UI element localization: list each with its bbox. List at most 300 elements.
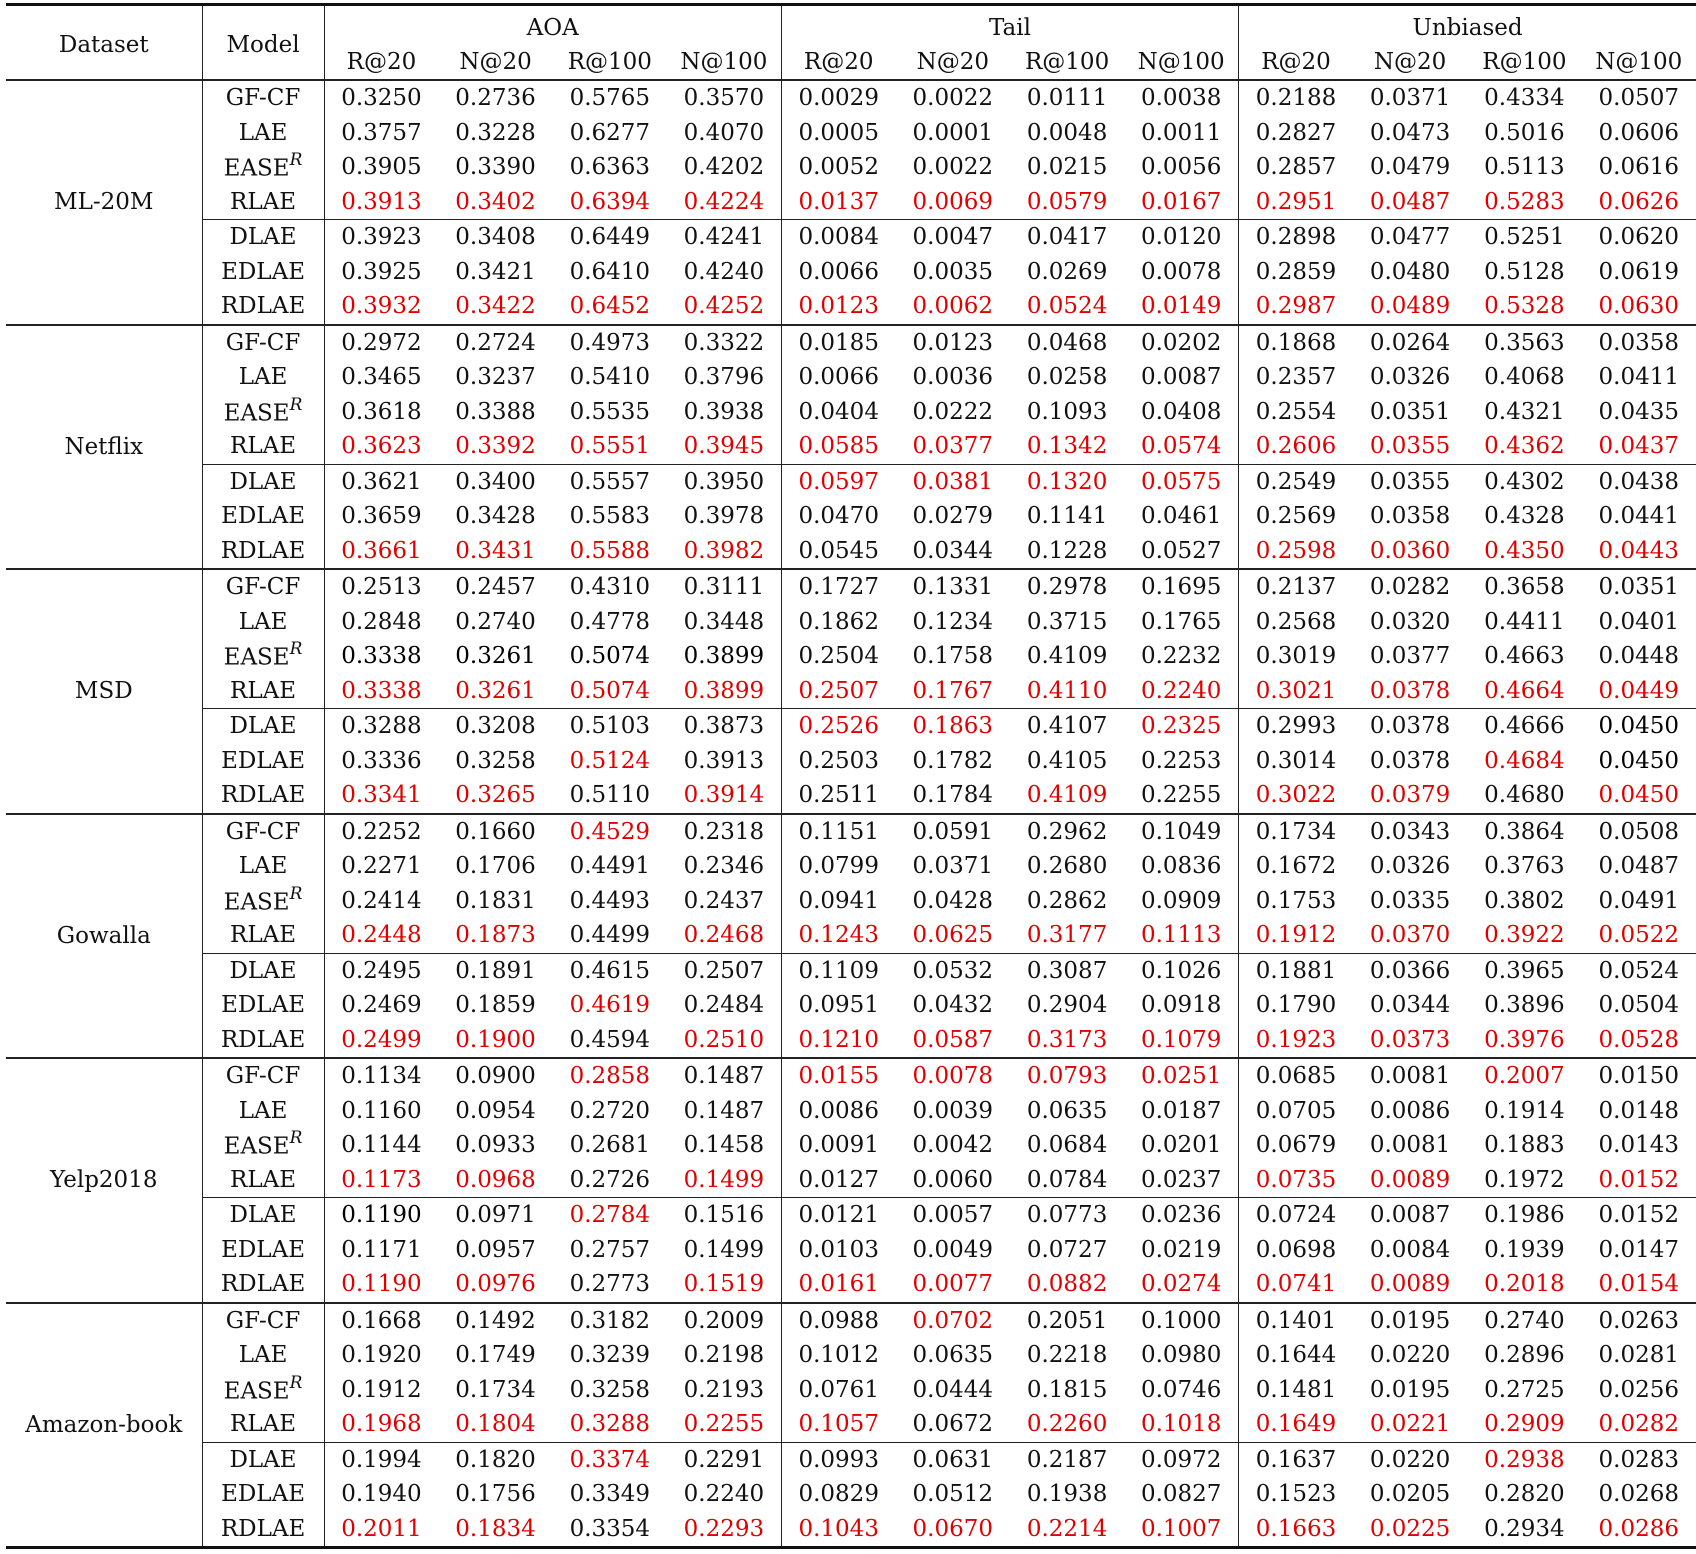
header-metric: N@20 xyxy=(916,49,989,75)
metric-value: 0.5535 xyxy=(569,398,651,425)
metric-value: 0.3914 xyxy=(667,778,781,814)
table-row xyxy=(6,185,1696,220)
model-name xyxy=(202,116,324,151)
metric-value: 0.2253 xyxy=(1124,744,1238,779)
metric-value: 0.2898 xyxy=(1255,224,1337,251)
model-name xyxy=(202,1477,324,1512)
metric-value: 0.1672 xyxy=(1255,853,1337,880)
metric-value: 0.0120 xyxy=(1124,220,1238,255)
metric-value: 0.1079 xyxy=(1124,1023,1238,1059)
metric-value: 0.1487 xyxy=(667,1094,781,1129)
metric-value: 0.3563 xyxy=(1484,329,1565,356)
metric-value: 0.1920 xyxy=(341,1342,422,1369)
metric-value: 0.0625 xyxy=(912,922,994,949)
metric-value: 0.2934 xyxy=(1484,1515,1565,1542)
model-name xyxy=(202,1303,324,1339)
metric-value: 0.1134 xyxy=(341,1063,422,1090)
metric-value: 0.3338 xyxy=(341,643,422,670)
metric-value: 0.2962 xyxy=(1026,818,1108,845)
metric-value: 0.0155 xyxy=(798,1063,879,1090)
metric-value: 0.1093 xyxy=(1026,398,1108,425)
metric-value: 0.1859 xyxy=(455,992,536,1019)
metric-value: 0.2007 xyxy=(1484,1063,1565,1090)
metric-value: 0.1727 xyxy=(798,574,879,601)
metric-value: 0.0379 xyxy=(1369,782,1451,809)
metric-value: 0.0508 xyxy=(1598,818,1680,845)
metric-value: 0.0039 xyxy=(912,1097,994,1124)
metric-value: 0.0161 xyxy=(798,1271,879,1298)
metric-value: 0.5103 xyxy=(569,713,651,740)
metric-value: 0.5113 xyxy=(1484,154,1565,181)
metric-value: 0.2993 xyxy=(1255,713,1337,740)
table-row xyxy=(6,1338,1696,1373)
metric-value: 0.0377 xyxy=(1369,643,1451,670)
metric-value: 0.2511 xyxy=(798,782,879,809)
table-row xyxy=(6,1233,1696,1268)
metric-value: 0.3938 xyxy=(667,395,781,430)
metric-value: 0.2773 xyxy=(569,1271,651,1298)
header-metric: R@20 xyxy=(346,49,417,75)
metric-value: 0.0579 xyxy=(1026,188,1108,215)
metric-value: 0.3945 xyxy=(667,429,781,464)
metric-value: 0.0148 xyxy=(1598,1097,1680,1124)
model-label: RLAE xyxy=(230,1166,297,1193)
metric-value: 0.2680 xyxy=(1026,853,1108,880)
metric-value: 0.0256 xyxy=(1598,1376,1680,1403)
metric-value: 0.1873 xyxy=(455,922,536,949)
metric-value: 0.1758 xyxy=(912,643,994,670)
metric-value: 0.0358 xyxy=(1369,503,1451,530)
metric-value: 0.1831 xyxy=(455,887,536,914)
metric-value: 0.0225 xyxy=(1369,1515,1451,1542)
metric-value: 0.3873 xyxy=(667,709,781,744)
model-label: EASE xyxy=(223,1134,290,1161)
metric-value: 0.0631 xyxy=(912,1446,994,1473)
metric-value: 0.3465 xyxy=(341,364,422,391)
metric-value: 0.3228 xyxy=(455,119,536,146)
metric-value: 0.3288 xyxy=(341,713,422,740)
metric-value: 0.3899 xyxy=(667,674,781,709)
model-name xyxy=(202,534,324,570)
model-label: DLAE xyxy=(229,713,297,740)
table-row xyxy=(6,1094,1696,1129)
table-row xyxy=(6,605,1696,640)
table-header xyxy=(6,5,1696,81)
metric-value: 0.0344 xyxy=(1369,992,1451,1019)
metric-value: 0.0220 xyxy=(1369,1342,1451,1369)
metric-value: 0.1660 xyxy=(455,818,536,845)
metric-value: 0.3913 xyxy=(667,744,781,779)
metric-value: 0.0575 xyxy=(1124,464,1238,499)
model-label: RLAE xyxy=(230,1411,297,1438)
metric-value: 0.3925 xyxy=(341,258,422,285)
metric-value: 0.0036 xyxy=(912,364,994,391)
metric-value: 0.1765 xyxy=(1124,605,1238,640)
metric-value: 0.3715 xyxy=(1026,608,1108,635)
metric-value: 0.3265 xyxy=(455,782,536,809)
model-name xyxy=(202,1407,324,1442)
metric-value: 0.4666 xyxy=(1484,713,1565,740)
metric-value: 0.0401 xyxy=(1598,608,1680,635)
model-name xyxy=(202,1442,324,1477)
metric-value: 0.0060 xyxy=(912,1166,994,1193)
model-label: RLAE xyxy=(230,433,297,460)
metric-value: 0.0705 xyxy=(1255,1097,1337,1124)
table-row xyxy=(6,778,1696,814)
metric-value: 0.3400 xyxy=(455,468,536,495)
metric-value: 0.4663 xyxy=(1484,643,1565,670)
model-label: RDLAE xyxy=(220,1271,306,1298)
metric-value: 0.0274 xyxy=(1124,1267,1238,1303)
metric-value: 0.1141 xyxy=(1026,503,1108,530)
model-name xyxy=(202,1267,324,1303)
metric-value: 0.2568 xyxy=(1255,608,1337,635)
metric-value: 0.5551 xyxy=(569,433,651,460)
metric-value: 0.3896 xyxy=(1484,992,1565,1019)
table-row xyxy=(6,429,1696,464)
model-superscript: R xyxy=(289,639,303,660)
metric-value: 0.1914 xyxy=(1484,1097,1565,1124)
metric-value: 0.2978 xyxy=(1026,574,1108,601)
model-name xyxy=(202,1163,324,1198)
metric-value: 0.0283 xyxy=(1598,1446,1680,1473)
metric-value: 0.2909 xyxy=(1484,1411,1565,1438)
metric-value: 0.1968 xyxy=(341,1411,422,1438)
header-dataset: Dataset xyxy=(6,5,202,81)
metric-value: 0.0941 xyxy=(798,887,879,914)
metric-value: 0.0381 xyxy=(912,468,994,495)
metric-value: 0.0087 xyxy=(1124,360,1238,395)
metric-value: 0.3913 xyxy=(341,188,422,215)
model-name xyxy=(202,289,324,325)
metric-value: 0.0143 xyxy=(1598,1132,1680,1159)
metric-value: 0.2510 xyxy=(667,1023,781,1059)
metric-value: 0.0062 xyxy=(912,293,994,320)
metric-value: 0.0022 xyxy=(912,85,994,112)
metric-value: 0.1018 xyxy=(1124,1407,1238,1442)
metric-value: 0.4619 xyxy=(569,992,651,1019)
metric-value: 0.0773 xyxy=(1026,1202,1108,1229)
metric-value: 0.2448 xyxy=(341,922,422,949)
metric-value: 0.0111 xyxy=(1026,85,1108,112)
model-label: LAE xyxy=(238,853,288,880)
metric-value: 0.4105 xyxy=(1026,747,1108,774)
metric-value: 0.1049 xyxy=(1124,814,1238,850)
table-row xyxy=(6,1267,1696,1303)
metric-value: 0.3932 xyxy=(341,293,422,320)
metric-value: 0.1499 xyxy=(667,1233,781,1268)
metric-value: 0.4493 xyxy=(569,887,651,914)
metric-value: 0.0279 xyxy=(912,503,994,530)
metric-value: 0.0450 xyxy=(1598,747,1680,774)
metric-value: 0.0127 xyxy=(798,1166,879,1193)
model-name xyxy=(202,953,324,988)
model-name xyxy=(202,395,324,430)
metric-value: 0.1753 xyxy=(1255,887,1337,914)
metric-value: 0.2507 xyxy=(798,677,879,704)
metric-value: 0.0205 xyxy=(1369,1481,1451,1508)
metric-value: 0.0980 xyxy=(1124,1338,1238,1373)
metric-value: 0.0378 xyxy=(1369,747,1451,774)
metric-value: 0.0215 xyxy=(1026,154,1108,181)
model-label: GF-CF xyxy=(225,818,301,845)
metric-value: 0.0512 xyxy=(912,1481,994,1508)
metric-value: 0.2757 xyxy=(569,1236,651,1263)
metric-value: 0.6452 xyxy=(569,293,651,320)
metric-value: 0.0435 xyxy=(1598,398,1680,425)
model-name xyxy=(202,814,324,850)
metric-value: 0.2736 xyxy=(455,85,536,112)
metric-value: 0.0443 xyxy=(1598,537,1680,564)
metric-value: 0.1481 xyxy=(1255,1376,1337,1403)
metric-value: 0.4334 xyxy=(1484,85,1565,112)
model-label: EASE xyxy=(223,156,290,183)
metric-value: 0.3237 xyxy=(455,364,536,391)
metric-value: 0.0408 xyxy=(1124,395,1238,430)
metric-value: 0.2469 xyxy=(341,992,422,1019)
metric-value: 0.3570 xyxy=(667,80,781,116)
metric-value: 0.0993 xyxy=(798,1446,879,1473)
metric-value: 0.0281 xyxy=(1598,1342,1680,1369)
metric-value: 0.0366 xyxy=(1369,957,1451,984)
metric-value: 0.1940 xyxy=(341,1481,422,1508)
model-name xyxy=(202,569,324,605)
metric-value: 0.0933 xyxy=(455,1132,536,1159)
metric-value: 0.0741 xyxy=(1255,1271,1337,1298)
metric-value: 0.2457 xyxy=(455,574,536,601)
metric-value: 0.5074 xyxy=(569,677,651,704)
metric-value: 0.0827 xyxy=(1124,1477,1238,1512)
table-row xyxy=(6,325,1696,361)
metric-value: 0.1320 xyxy=(1026,468,1108,495)
table-row xyxy=(6,1058,1696,1094)
table-row xyxy=(6,534,1696,570)
metric-value: 0.0371 xyxy=(912,853,994,880)
table-row xyxy=(6,1512,1696,1548)
metric-value: 0.0167 xyxy=(1124,185,1238,220)
table-row xyxy=(6,1198,1696,1233)
model-name xyxy=(202,80,324,116)
metric-value: 0.0121 xyxy=(798,1202,879,1229)
metric-value: 0.0954 xyxy=(455,1097,536,1124)
metric-value: 0.0968 xyxy=(455,1166,536,1193)
metric-value: 0.0698 xyxy=(1255,1236,1337,1263)
model-label: RDLAE xyxy=(220,1026,306,1053)
metric-value: 0.0202 xyxy=(1124,325,1238,361)
metric-value: 0.0685 xyxy=(1255,1063,1337,1090)
metric-value: 0.3208 xyxy=(455,713,536,740)
metric-value: 0.4529 xyxy=(569,818,651,845)
metric-value: 0.0957 xyxy=(455,1236,536,1263)
metric-value: 0.3338 xyxy=(341,677,422,704)
metric-value: 0.0351 xyxy=(1598,574,1680,601)
metric-value: 0.1663 xyxy=(1255,1515,1337,1542)
header-metric: N@20 xyxy=(459,49,532,75)
metric-value: 0.0282 xyxy=(1369,574,1451,601)
model-label: RDLAE xyxy=(220,293,306,320)
model-name xyxy=(202,849,324,884)
metric-value: 0.2726 xyxy=(569,1166,651,1193)
metric-value: 0.2987 xyxy=(1255,293,1337,320)
metric-value: 0.3014 xyxy=(1255,747,1337,774)
metric-value: 0.2549 xyxy=(1255,468,1337,495)
metric-value: 0.1881 xyxy=(1255,957,1337,984)
metric-value: 0.5251 xyxy=(1484,224,1565,251)
metric-value: 0.0005 xyxy=(798,119,879,146)
metric-value: 0.0103 xyxy=(798,1236,879,1263)
metric-value: 0.3336 xyxy=(341,747,422,774)
metric-value: 0.3864 xyxy=(1484,818,1565,845)
metric-value: 0.2904 xyxy=(1026,992,1108,1019)
metric-value: 0.3258 xyxy=(455,747,536,774)
metric-value: 0.1939 xyxy=(1484,1236,1565,1263)
table-row xyxy=(6,116,1696,151)
metric-value: 0.1862 xyxy=(798,608,879,635)
table-row xyxy=(6,1442,1696,1477)
metric-value: 0.3354 xyxy=(569,1515,651,1542)
metric-value: 0.3173 xyxy=(1026,1026,1108,1053)
metric-value: 0.0951 xyxy=(798,992,879,1019)
model-label: GF-CF xyxy=(225,85,301,112)
metric-value: 0.1734 xyxy=(1255,818,1337,845)
model-label: EDLAE xyxy=(221,747,305,774)
metric-value: 0.0882 xyxy=(1026,1271,1108,1298)
table-row xyxy=(6,1303,1696,1339)
model-name xyxy=(202,918,324,953)
metric-value: 0.2740 xyxy=(455,608,536,635)
metric-value: 0.1820 xyxy=(455,1446,536,1473)
dataset-name: Gowalla xyxy=(6,814,202,1059)
metric-value: 0.5410 xyxy=(569,364,651,391)
metric-value: 0.2504 xyxy=(798,643,879,670)
metric-value: 0.2240 xyxy=(1124,674,1238,709)
metric-value: 0.1026 xyxy=(1124,953,1238,988)
table-row xyxy=(6,1023,1696,1059)
metric-value: 0.2484 xyxy=(667,988,781,1023)
metric-value: 0.0619 xyxy=(1598,258,1680,285)
metric-value: 0.1834 xyxy=(455,1515,536,1542)
metric-value: 0.0702 xyxy=(912,1307,994,1334)
metric-value: 0.0597 xyxy=(798,468,879,495)
metric-value: 0.0086 xyxy=(798,1097,879,1124)
metric-value: 0.1912 xyxy=(341,1376,422,1403)
table-row xyxy=(6,150,1696,185)
metric-value: 0.3388 xyxy=(455,398,536,425)
metric-value: 0.2859 xyxy=(1255,258,1337,285)
metric-value: 0.0470 xyxy=(798,503,879,530)
model-superscript: R xyxy=(289,394,303,415)
metric-value: 0.0137 xyxy=(798,188,879,215)
metric-value: 0.0727 xyxy=(1026,1236,1108,1263)
metric-value: 0.1782 xyxy=(912,747,994,774)
metric-value: 0.3288 xyxy=(569,1411,651,1438)
table-row xyxy=(6,220,1696,255)
metric-value: 0.2724 xyxy=(455,329,536,356)
metric-value: 0.3982 xyxy=(667,534,781,570)
metric-value: 0.0522 xyxy=(1598,922,1680,949)
metric-value: 0.4499 xyxy=(569,922,651,949)
model-label: EASE xyxy=(223,400,290,427)
metric-value: 0.0268 xyxy=(1598,1481,1680,1508)
metric-value: 0.1190 xyxy=(341,1202,422,1229)
metric-value: 0.0152 xyxy=(1598,1166,1680,1193)
metric-value: 0.0438 xyxy=(1598,468,1680,495)
metric-value: 0.3239 xyxy=(569,1342,651,1369)
header-group-tail: Tail xyxy=(781,5,1238,46)
metric-value: 0.2681 xyxy=(569,1132,651,1159)
model-label: DLAE xyxy=(229,468,297,495)
dataset-name: ML-20M xyxy=(6,80,202,325)
metric-value: 0.0344 xyxy=(912,537,994,564)
table-row xyxy=(6,569,1696,605)
metric-value: 0.0047 xyxy=(912,224,994,251)
metric-value: 0.4684 xyxy=(1484,747,1565,774)
table-row xyxy=(6,499,1696,534)
metric-value: 0.0378 xyxy=(1369,677,1451,704)
metric-value: 0.3428 xyxy=(455,503,536,530)
metric-value: 0.3661 xyxy=(341,537,422,564)
metric-value: 0.1868 xyxy=(1255,329,1337,356)
model-label: RLAE xyxy=(230,188,297,215)
metric-value: 0.2526 xyxy=(798,713,879,740)
metric-value: 0.1043 xyxy=(798,1515,879,1542)
metric-value: 0.2218 xyxy=(1026,1342,1108,1369)
table-row xyxy=(6,709,1696,744)
metric-value: 0.6410 xyxy=(569,258,651,285)
model-label: LAE xyxy=(238,119,288,146)
metric-value: 0.2862 xyxy=(1026,887,1108,914)
metric-value: 0.2827 xyxy=(1255,119,1337,146)
metric-value: 0.0670 xyxy=(912,1515,994,1542)
metric-value: 0.0081 xyxy=(1369,1132,1451,1159)
table-body xyxy=(6,80,1696,1548)
metric-value: 0.2232 xyxy=(1124,639,1238,674)
metric-value: 0.1113 xyxy=(1124,918,1238,953)
model-name xyxy=(202,1512,324,1548)
metric-value: 0.2271 xyxy=(341,853,422,880)
metric-value: 0.0195 xyxy=(1369,1307,1451,1334)
metric-value: 0.6394 xyxy=(569,188,651,215)
metric-value: 0.2293 xyxy=(667,1512,781,1548)
metric-value: 0.3448 xyxy=(667,605,781,640)
metric-value: 0.0251 xyxy=(1124,1058,1238,1094)
metric-value: 0.1331 xyxy=(912,574,994,601)
metric-value: 0.0448 xyxy=(1598,643,1680,670)
metric-value: 0.2507 xyxy=(667,953,781,988)
metric-value: 0.0918 xyxy=(1124,988,1238,1023)
metric-value: 0.1767 xyxy=(912,677,994,704)
metric-value: 0.0049 xyxy=(912,1236,994,1263)
metric-value: 0.0089 xyxy=(1369,1271,1451,1298)
table-row xyxy=(6,1373,1696,1408)
metric-value: 0.2318 xyxy=(667,814,781,850)
metric-value: 0.0491 xyxy=(1598,887,1680,914)
metric-value: 0.0221 xyxy=(1369,1411,1451,1438)
metric-value: 0.0432 xyxy=(912,992,994,1019)
metric-value: 0.0056 xyxy=(1124,150,1238,185)
metric-value: 0.0185 xyxy=(798,329,879,356)
model-label: DLAE xyxy=(229,1202,297,1229)
metric-value: 0.1401 xyxy=(1255,1307,1337,1334)
metric-value: 0.0373 xyxy=(1369,1026,1451,1053)
metric-value: 0.1173 xyxy=(341,1166,422,1193)
metric-value: 0.2896 xyxy=(1484,1342,1565,1369)
metric-value: 0.0042 xyxy=(912,1132,994,1159)
metric-value: 0.5588 xyxy=(569,537,651,564)
model-label: GF-CF xyxy=(225,329,301,356)
metric-value: 0.3261 xyxy=(455,643,536,670)
metric-value: 0.4491 xyxy=(569,853,651,880)
